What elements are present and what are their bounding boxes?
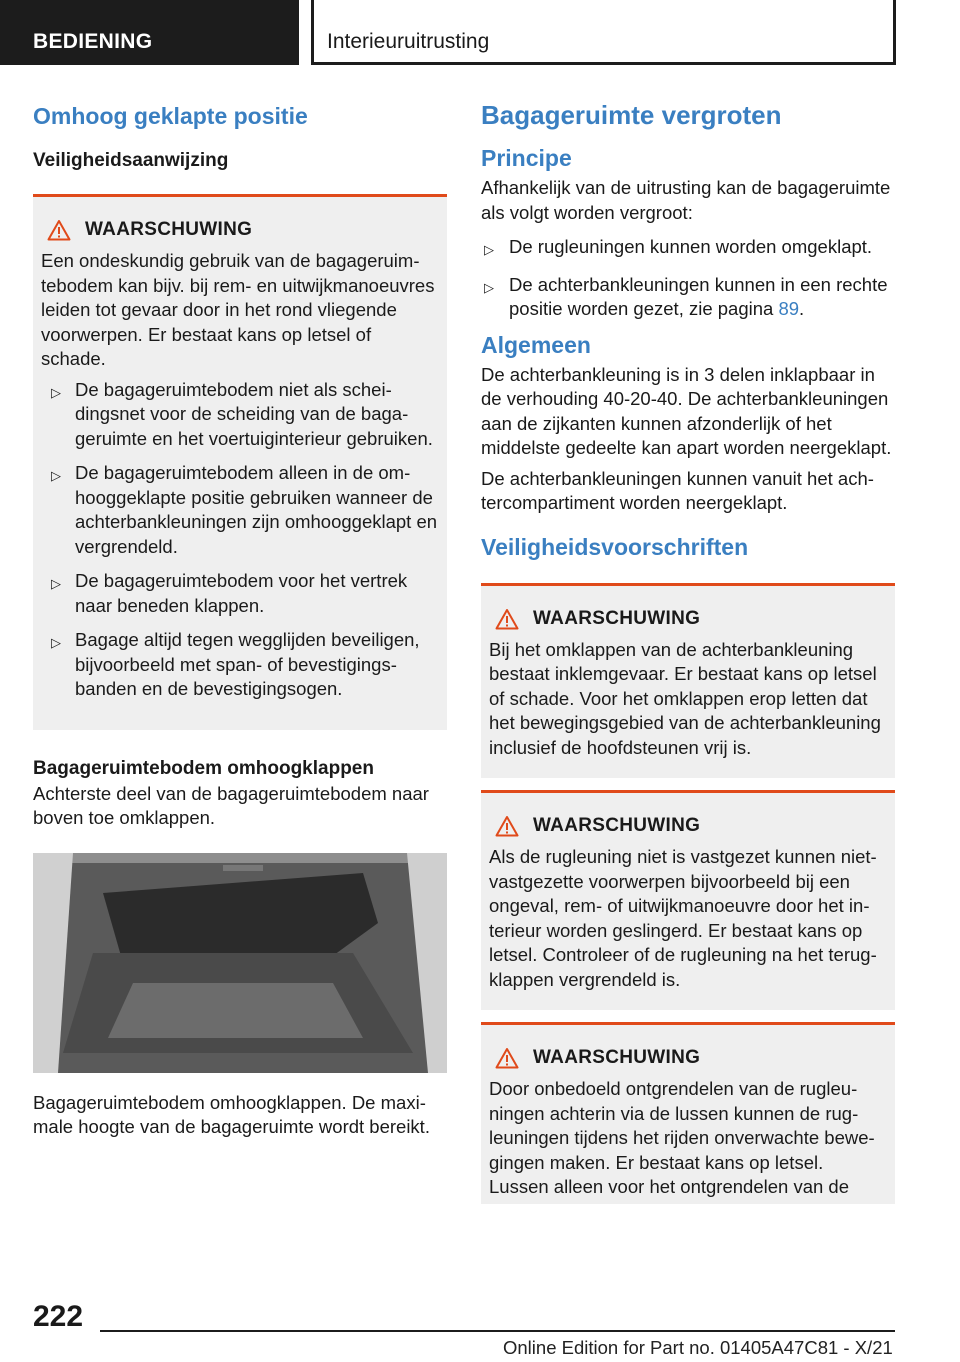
warning-text: Als de rugleuning niet is vastgezet kunnen niet-vastgezette voorwerpen bijvoorbeeld bij een ongeval, rem- of uitwijkmanoeuvre door het interieur worden geslingerd. Er bestaat kans op letsel. Controleer of de rugleuning na het terugklappen vergrendeld is. — [489, 846, 877, 990]
warning-triangle-icon — [495, 608, 519, 630]
right-column — [481, 100, 895, 1204]
general-heading: Algemeen — [481, 331, 591, 358]
list-item — [481, 235, 895, 263]
warning-label: WAARSCHUWING — [533, 1047, 701, 1068]
chapter-heading: Bagageruimte vergroten — [481, 100, 782, 130]
list-item-text: De bagageruimtebodem niet als scheidingsnet voor de scheiding van de bagageruimte en het voertuiginterieur gebruiken. — [75, 378, 433, 449]
warning-box — [33, 194, 447, 730]
bullet-triangle-icon: ▷ — [51, 468, 61, 483]
bullet-triangle-icon: ▷ — [51, 576, 61, 591]
list-item — [481, 273, 895, 322]
instruction-text: Achterste deel van de bagageruimtebodem naar boven toe omklappen. — [33, 782, 429, 828]
general-paragraph-1: De achterbankleuning is in 3 delen inklapbaar in de verhouding 40-20-40. De achterbankleuningen aan de zijkanten kunnen afzonderlijk of het middelste gedeelte kan apart worden neergeklapt. — [481, 363, 892, 458]
bullet-triangle-icon: ▷ — [51, 635, 61, 650]
list-item — [41, 628, 439, 702]
section-heading: Omhoog geklapte positie — [33, 103, 308, 129]
general-paragraph-2: De achterbankleuningen kunnen vanuit het achtercompartiment worden neergeklapt. — [481, 467, 874, 513]
footer-divider — [100, 1330, 895, 1332]
left-column — [33, 100, 447, 1140]
warning-box — [481, 583, 895, 779]
warning-label: WAARSCHUWING — [533, 815, 701, 836]
warning-header — [489, 815, 887, 837]
luggage-compartment-illustration — [33, 853, 447, 1073]
warning-text: Een ondeskundig gebruik van de bagageruimtebodem kan bijv. bij rem- en uitwijkmanoeuvres leiden tot gevaar door in het rond vliegende voorwerpen. Er bestaat kans op letsel of schade. — [41, 250, 435, 369]
list-item-text — [509, 273, 895, 322]
chapter-title: Interieuruitrusting — [327, 30, 490, 53]
warning-text: Door onbedoeld ontgrendelen van de rugleuningen achterin via de lussen kunnen de rugleuningen tijdens het rijden onverwachte bewegingen maken. Er bestaat kans op letsel. Lussen alleen voor het ontgrendelen van de — [489, 1078, 875, 1197]
edition-note: Online Edition for Part no. 01405A47C81 - X/21 — [503, 1337, 893, 1358]
principle-heading: Principe — [481, 145, 572, 171]
list-item-text-end: . — [799, 298, 805, 319]
warning-box — [481, 790, 895, 1010]
list-item-text: De rugleuningen kunnen worden omgeklapt. — [509, 236, 873, 257]
list-item-text: De bagageruimtebodem alleen in de omhooggeklapte positie gebruiken wanneer de achterbankleuningen zijn omhooggeklapt en vergrendeld. — [75, 462, 438, 557]
list-item-text: Bagage altijd tegen wegglijden beveiligen, bijvoorbeeld met span- of bevestigingsbanden en de bevestigingsogen. — [75, 629, 420, 699]
page-reference-link[interactable]: 89 — [778, 298, 800, 319]
safety-label: Veiligheidsaanwijzing — [33, 150, 229, 171]
list-item — [41, 569, 439, 618]
warning-header — [489, 1047, 887, 1069]
principle-text: Afhankelijk van de uitrusting kan de bagageruimte als volgt worden vergroot: — [481, 177, 891, 223]
warning-box — [481, 1022, 895, 1204]
warning-triangle-icon — [495, 1047, 519, 1069]
chapter-tab — [311, 0, 896, 65]
principle-bullets — [481, 235, 895, 322]
bullet-triangle-icon: ▷ — [484, 279, 494, 295]
warning-header — [41, 219, 439, 241]
bullet-triangle-icon: ▷ — [484, 242, 494, 257]
safety-heading: Veiligheidsvoorschriften — [481, 533, 749, 560]
list-item — [41, 378, 439, 452]
list-item — [41, 461, 439, 559]
subsection-heading: Bagageruimtebodem omhoogklappen — [33, 757, 374, 779]
list-item-text: De bagageruimtebodem voor het vertrek naar beneden klappen. — [75, 570, 408, 616]
list-item-text-main: De achterbankleuningen kunnen in een rechte positie worden gezet, zie pagina — [509, 273, 888, 319]
section-tab — [0, 0, 299, 65]
photo-caption: Bagageruimtebodem omhoogklappen. De maximale hoogte van de bagageruimte wordt bereikt. — [33, 1091, 430, 1137]
warning-bullets — [41, 378, 439, 702]
page-number: 222 — [33, 1300, 84, 1333]
luggage-floor-photo — [33, 853, 447, 1073]
warning-triangle-icon — [495, 815, 519, 837]
bullet-triangle-icon: ▷ — [51, 384, 61, 400]
warning-label: WAARSCHUWING — [85, 219, 253, 240]
warning-header — [489, 608, 887, 630]
warning-triangle-icon — [47, 219, 71, 241]
section-title: BEDIENING — [33, 30, 153, 53]
warning-label: WAARSCHUWING — [533, 607, 701, 629]
warning-text: Bij het omklappen van de achterbankleuning bestaat inklemgevaar. Er bestaat kans op letsel of schade. Voor het omklappen erop letten dat het bewegingsgebied van de achterbankleuning inclusief de hoofdsteunen vrij is. — [489, 638, 881, 758]
